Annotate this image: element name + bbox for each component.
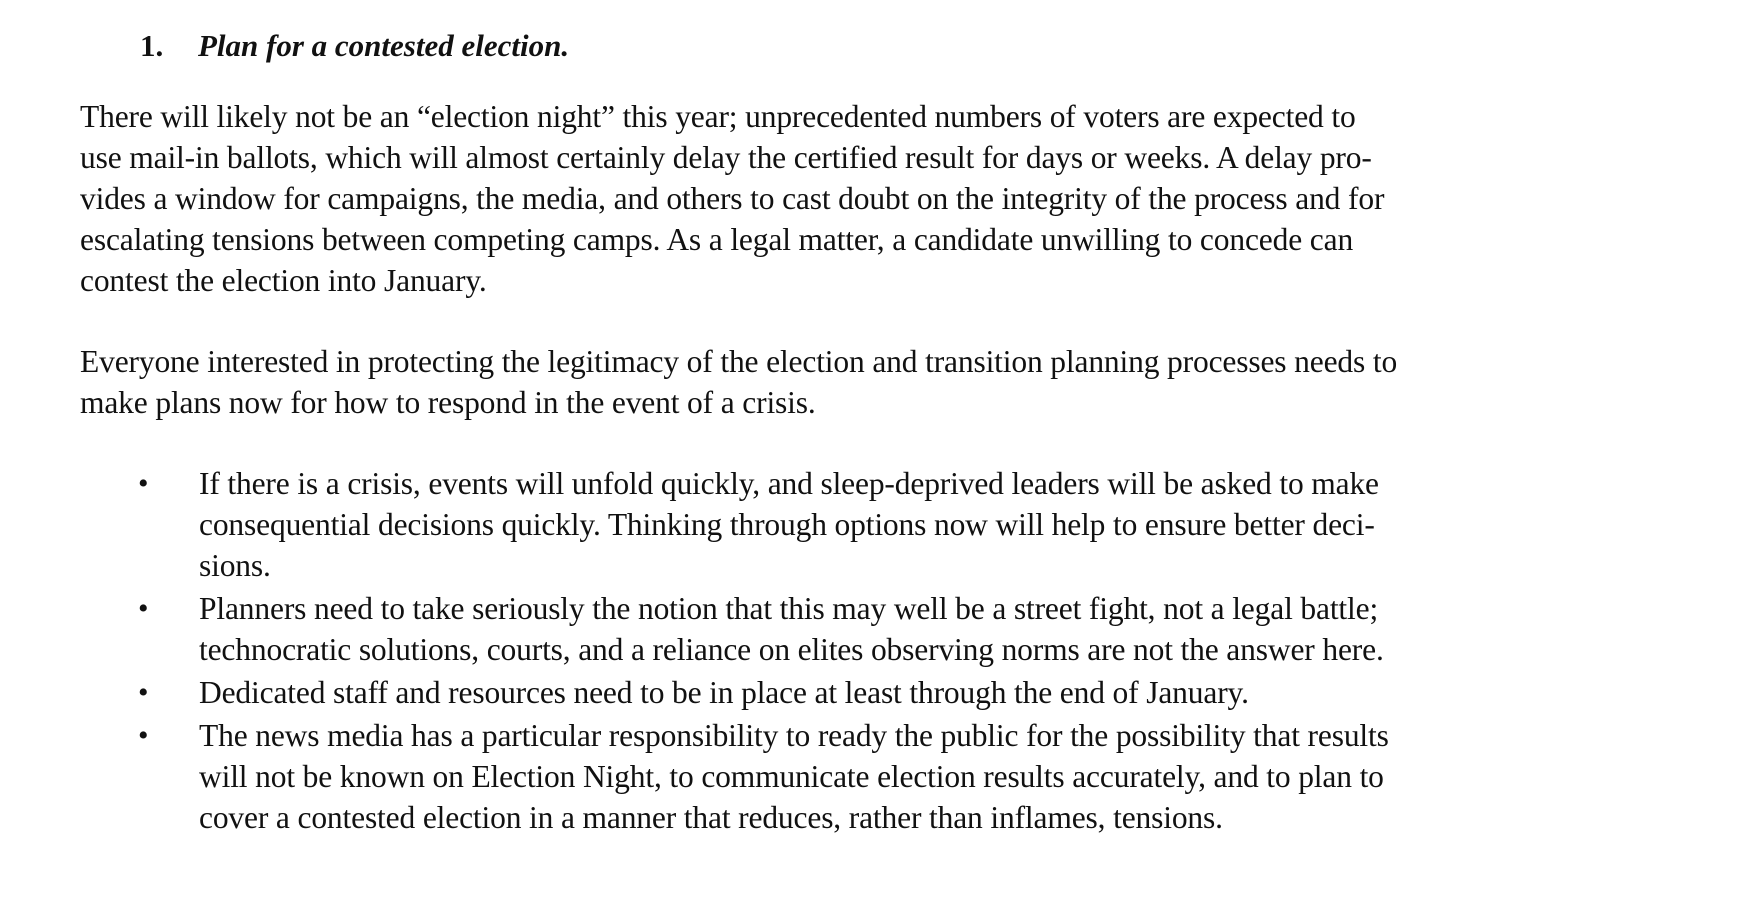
paragraph-crisis-planning [80,341,1640,423]
list-item [138,715,1640,838]
bullet-icon: • [138,719,149,752]
list-item-line: If there is a crisis, events will unfold quickly, and sleep-deprived leaders will be asked to make [199,466,1379,501]
paragraph-line: Everyone interested in protecting the legitimacy of the election and transition planning processes needs to [80,344,1398,379]
paragraph-line: vides a window for campaigns, the media, and others to cast doubt on the integrity of the process and for [80,181,1385,216]
section-heading [140,26,1640,66]
list-item-text [199,463,1379,586]
list-item-line: technocratic solutions, courts, and a reliance on elites observing norms are not the answer here. [199,632,1384,667]
list-item [138,672,1640,713]
list-item-line: consequential decisions quickly. Thinking through options now will help to ensure better deci- [199,507,1375,542]
paragraph-line: make plans now for how to respond in the event of a crisis. [80,385,816,420]
list-item [138,588,1640,670]
bullet-icon: • [138,467,149,500]
section-number: 1. [140,28,164,63]
list-item-line: Dedicated staff and resources need to be in place at least through the end of January. [199,675,1249,710]
document-page [80,26,1640,838]
list-item-text [199,715,1389,838]
paragraph-line: escalating tensions between competing camps. As a legal matter, a candidate unwilling to concede can [80,222,1354,257]
paragraph-line: contest the election into January. [80,263,487,298]
paragraph-election-night [80,96,1640,301]
list-item-text [199,672,1249,713]
bullet-icon: • [138,676,149,709]
list-item-line: will not be known on Election Night, to communicate election results accurately, and to plan to [199,759,1384,794]
bullet-list [80,463,1640,838]
list-item-line: Planners need to take seriously the notion that this may well be a street fight, not a legal battle; [199,591,1379,626]
list-item-line: The news media has a particular responsibility to ready the public for the possibility that results [199,718,1389,753]
list-item [138,463,1640,586]
bullet-icon: • [138,592,149,625]
paragraph-line: use mail-in ballots, which will almost certainly delay the certified result for days or weeks. A delay pro- [80,140,1372,175]
paragraph-line: There will likely not be an “election night” this year; unprecedented numbers of voters are expected to [80,99,1356,134]
list-item-line: sions. [199,548,271,583]
list-item-text [199,588,1384,670]
section-title: Plan for a contested election. [198,28,570,63]
list-item-line: cover a contested election in a manner that reduces, rather than inflames, tensions. [199,800,1223,835]
